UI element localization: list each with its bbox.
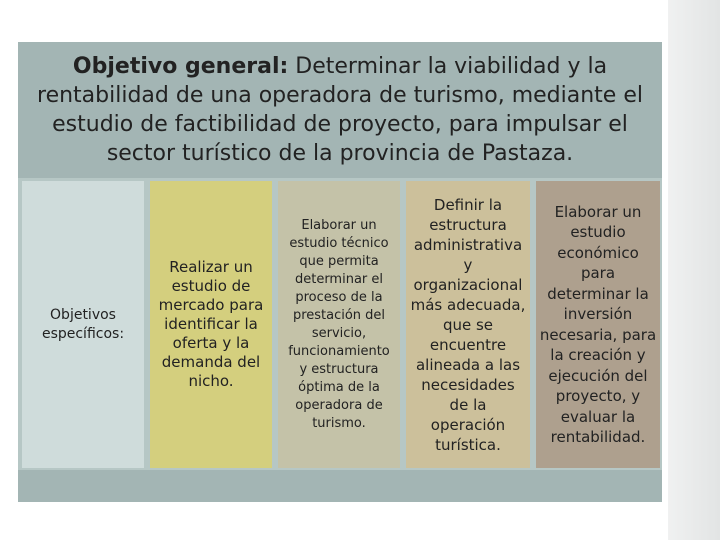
- specific-objectives-label-cell: [22, 181, 144, 468]
- bottom-band: [18, 470, 662, 502]
- objective-cell-administrative-structure: [406, 181, 530, 468]
- objective-cell-market-study: [150, 181, 272, 468]
- objective-text-technical-study: Elaborar un estudio técnico que permita determinar el proceso de la prestación del servicio, funcionamiento y estructura óptima de la operadora de turismo.: [288, 217, 390, 431]
- general-objective-label: Objetivo general:: [72, 54, 289, 79]
- right-edge-strip: [668, 0, 720, 540]
- specific-objectives-label: Objetivos específicos:: [41, 306, 125, 342]
- general-objective-header: [18, 42, 662, 178]
- objective-text-market-study: Realizar un estudio de mercado para identificar la oferta y la demanda del nicho.: [158, 258, 264, 390]
- objective-cell-economic-study: [536, 181, 660, 468]
- objective-text-administrative-structure: Definir la estructura administrativa y organizacional más adecuada, que se encuentre alineada a las necesidades de la operación turística.: [410, 195, 526, 454]
- objective-cell-technical-study: [278, 181, 400, 468]
- general-objective-text: [22, 52, 658, 168]
- objective-text-economic-study: Elaborar un estudio económico para determinar la inversión necesaria, para la creación y ejecución del proyecto, y evaluar la rentabilidad.: [539, 202, 657, 446]
- general-objective-description: Determinar la viabilidad y la rentabilidad de una operadora de turismo, mediante el estudio de factibilidad de proyecto, para impulsar el sector turístico de la provincia de Pastaza.: [37, 54, 643, 166]
